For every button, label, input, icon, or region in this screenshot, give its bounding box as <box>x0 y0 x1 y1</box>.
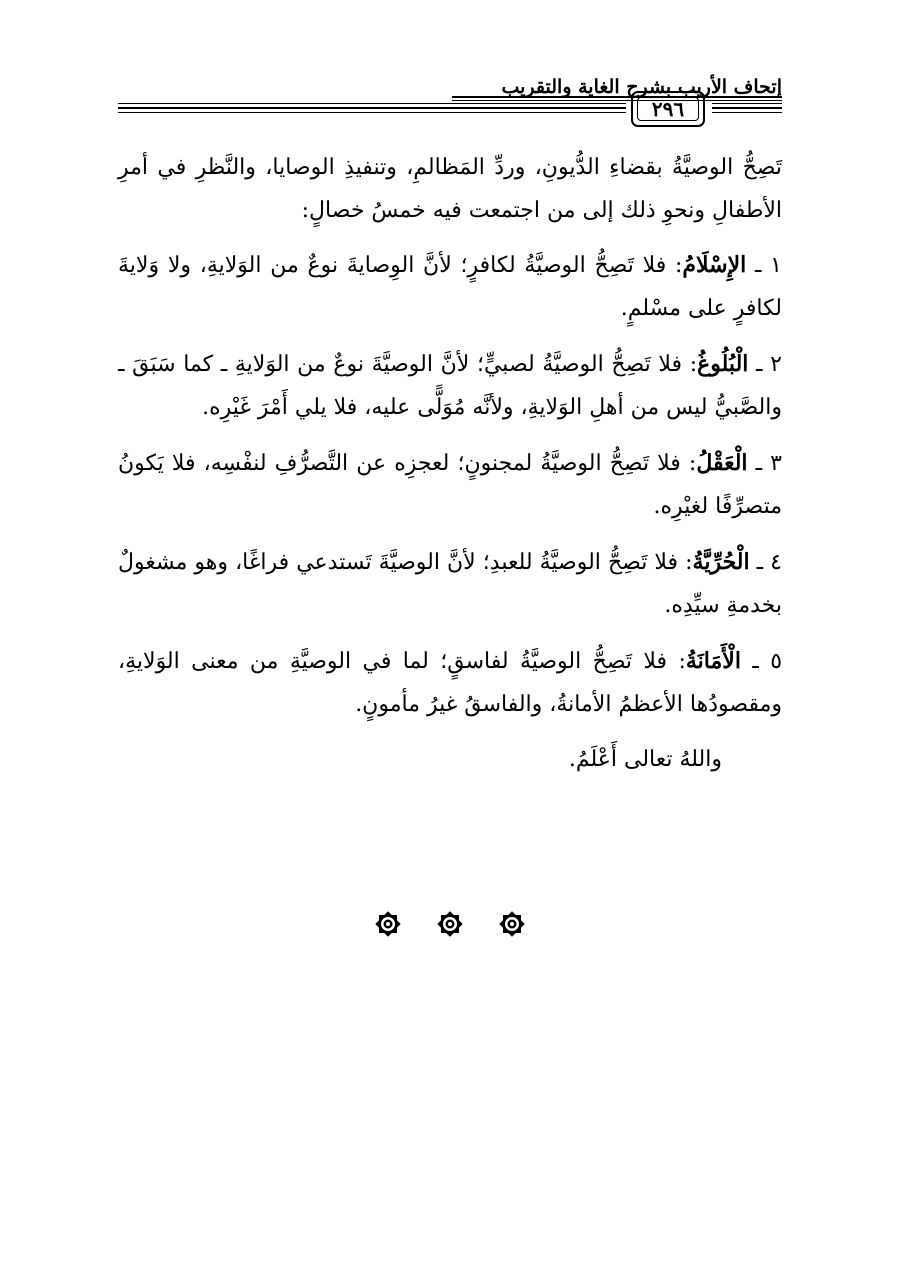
header-rule-right <box>712 103 782 113</box>
page-number: ٢٩٦ <box>637 97 699 121</box>
item-number: ٣ <box>770 451 782 476</box>
ornament-icon <box>434 908 466 940</box>
title-underline <box>452 96 782 98</box>
section-end-ornaments <box>0 908 900 940</box>
item-number: ٤ <box>770 550 782 575</box>
item-term: الْعَقْلُ <box>696 450 748 476</box>
condition-item: ٢ ـ الْبُلُوغُ: فلا تَصِحُّ الوصيَّةُ لصبيٍّ؛ لأنَّ الوصيَّةَ نوعٌ من الوَلايةِ ـ كما سَبَقَ ـ والصَّبيُّ ليس من أهلِ الوَلايةِ، ولأنَّه مُوَلًّى عليه، فلا يلي أَمْرَ غَيْرِه. <box>118 351 782 420</box>
header-rule-left <box>118 103 626 113</box>
title-underline-thin <box>452 100 782 101</box>
book-title: إتحاف الأريب بشرح الغاية والتقريب <box>501 76 782 98</box>
item-term: الْبُلُوغُ <box>697 351 749 377</box>
item-term: الْحُرِّيَّةُ <box>692 549 750 575</box>
running-header <box>118 68 782 128</box>
main-text <box>118 147 782 795</box>
item-text: : فلا تَصِحُّ الوصيَّةُ لكافرٍ؛ لأنَّ الوِصايةَ نوعٌ من الوَلايةِ، ولا وَلايةَ لكافرٍ على مسْلمٍ. <box>118 253 782 321</box>
item-text: : فلا تَصِحُّ الوصيَّةُ لمجنونٍ؛ لعجزِه عن التَّصرُّفِ لنفْسِه، فلا يَكونُ متصرِّفًا لغيْرِه. <box>118 451 782 519</box>
item-term: الْأَمَانَةُ <box>685 648 741 674</box>
intro-paragraph: تَصِحُّ الوصيَّةُ بقضاءِ الدُّيونِ، وردِّ المَظالمِ، وتنفيذِ الوصايا، والنَّظرِ في أمرِ الأطفالِ ونحوِ ذلك إلى من اجتمعت فيه خمسُ خصالٍ: <box>118 155 782 223</box>
item-text: : فلا تَصِحُّ الوصيَّةُ لصبيٍّ؛ لأنَّ الوصيَّةَ نوعٌ من الوَلايةِ ـ كما سَبَقَ ـ والصَّبيُّ ليس من أهلِ الوَلايةِ، ولأنَّه مُوَلًّى عليه، فلا يلي أَمْرَ غَيْرِه. <box>118 352 782 420</box>
condition-item: ٣ ـ الْعَقْلُ: فلا تَصِحُّ الوصيَّةُ لمجنونٍ؛ لعجزِه عن التَّصرُّفِ لنفْسِه، فلا يَكونُ متصرِّفًا لغيْرِه. <box>118 450 782 519</box>
item-text: : فلا تَصِحُّ الوصيَّةُ للعبدِ؛ لأنَّ الوصيَّةَ تَستدعي فراغًا، وهو مشغولٌ بخدمةِ سيِّدِه. <box>118 550 782 618</box>
page-number-box <box>631 91 705 127</box>
item-number: ٥ <box>770 649 783 674</box>
ornament-icon <box>372 908 404 940</box>
condition-item: ٤ ـ الْحُرِّيَّةُ: فلا تَصِحُّ الوصيَّةُ للعبدِ؛ لأنَّ الوصيَّةَ تَستدعي فراغًا، وهو مشغولٌ بخدمةِ سيِّدِه. <box>118 549 782 618</box>
item-number: ١ <box>770 253 782 278</box>
condition-item: ٥ ـ الْأَمَانَةُ: فلا تَصِحُّ الوصيَّةُ لفاسقٍ؛ لما في الوصيَّةِ من معنى الوَلايةِ، ومقصودُها الأعظمُ الأمانةُ، والفاسقُ غيرُ مأمونٍ. <box>118 648 783 717</box>
condition-item: ١ ـ الإِسْلَامُ: فلا تَصِحُّ الوصيَّةُ لكافرٍ؛ لأنَّ الوِصايةَ نوعٌ من الوَلايةِ، ولا وَلايةَ لكافرٍ على مسْلمٍ. <box>118 252 782 321</box>
item-number: ٢ <box>770 352 782 377</box>
closing-phrase: واللهُ تعالى أَعْلَمُ. <box>568 747 722 772</box>
ornament-icon <box>496 908 528 940</box>
item-term: الإِسْلَامُ <box>682 252 747 278</box>
item-text: : فلا تَصِحُّ الوصيَّةُ لفاسقٍ؛ لما في الوصيَّةِ من معنى الوَلايةِ، ومقصودُها الأعظمُ الأمانةُ، والفاسقُ غيرُ مأمونٍ. <box>118 649 782 717</box>
